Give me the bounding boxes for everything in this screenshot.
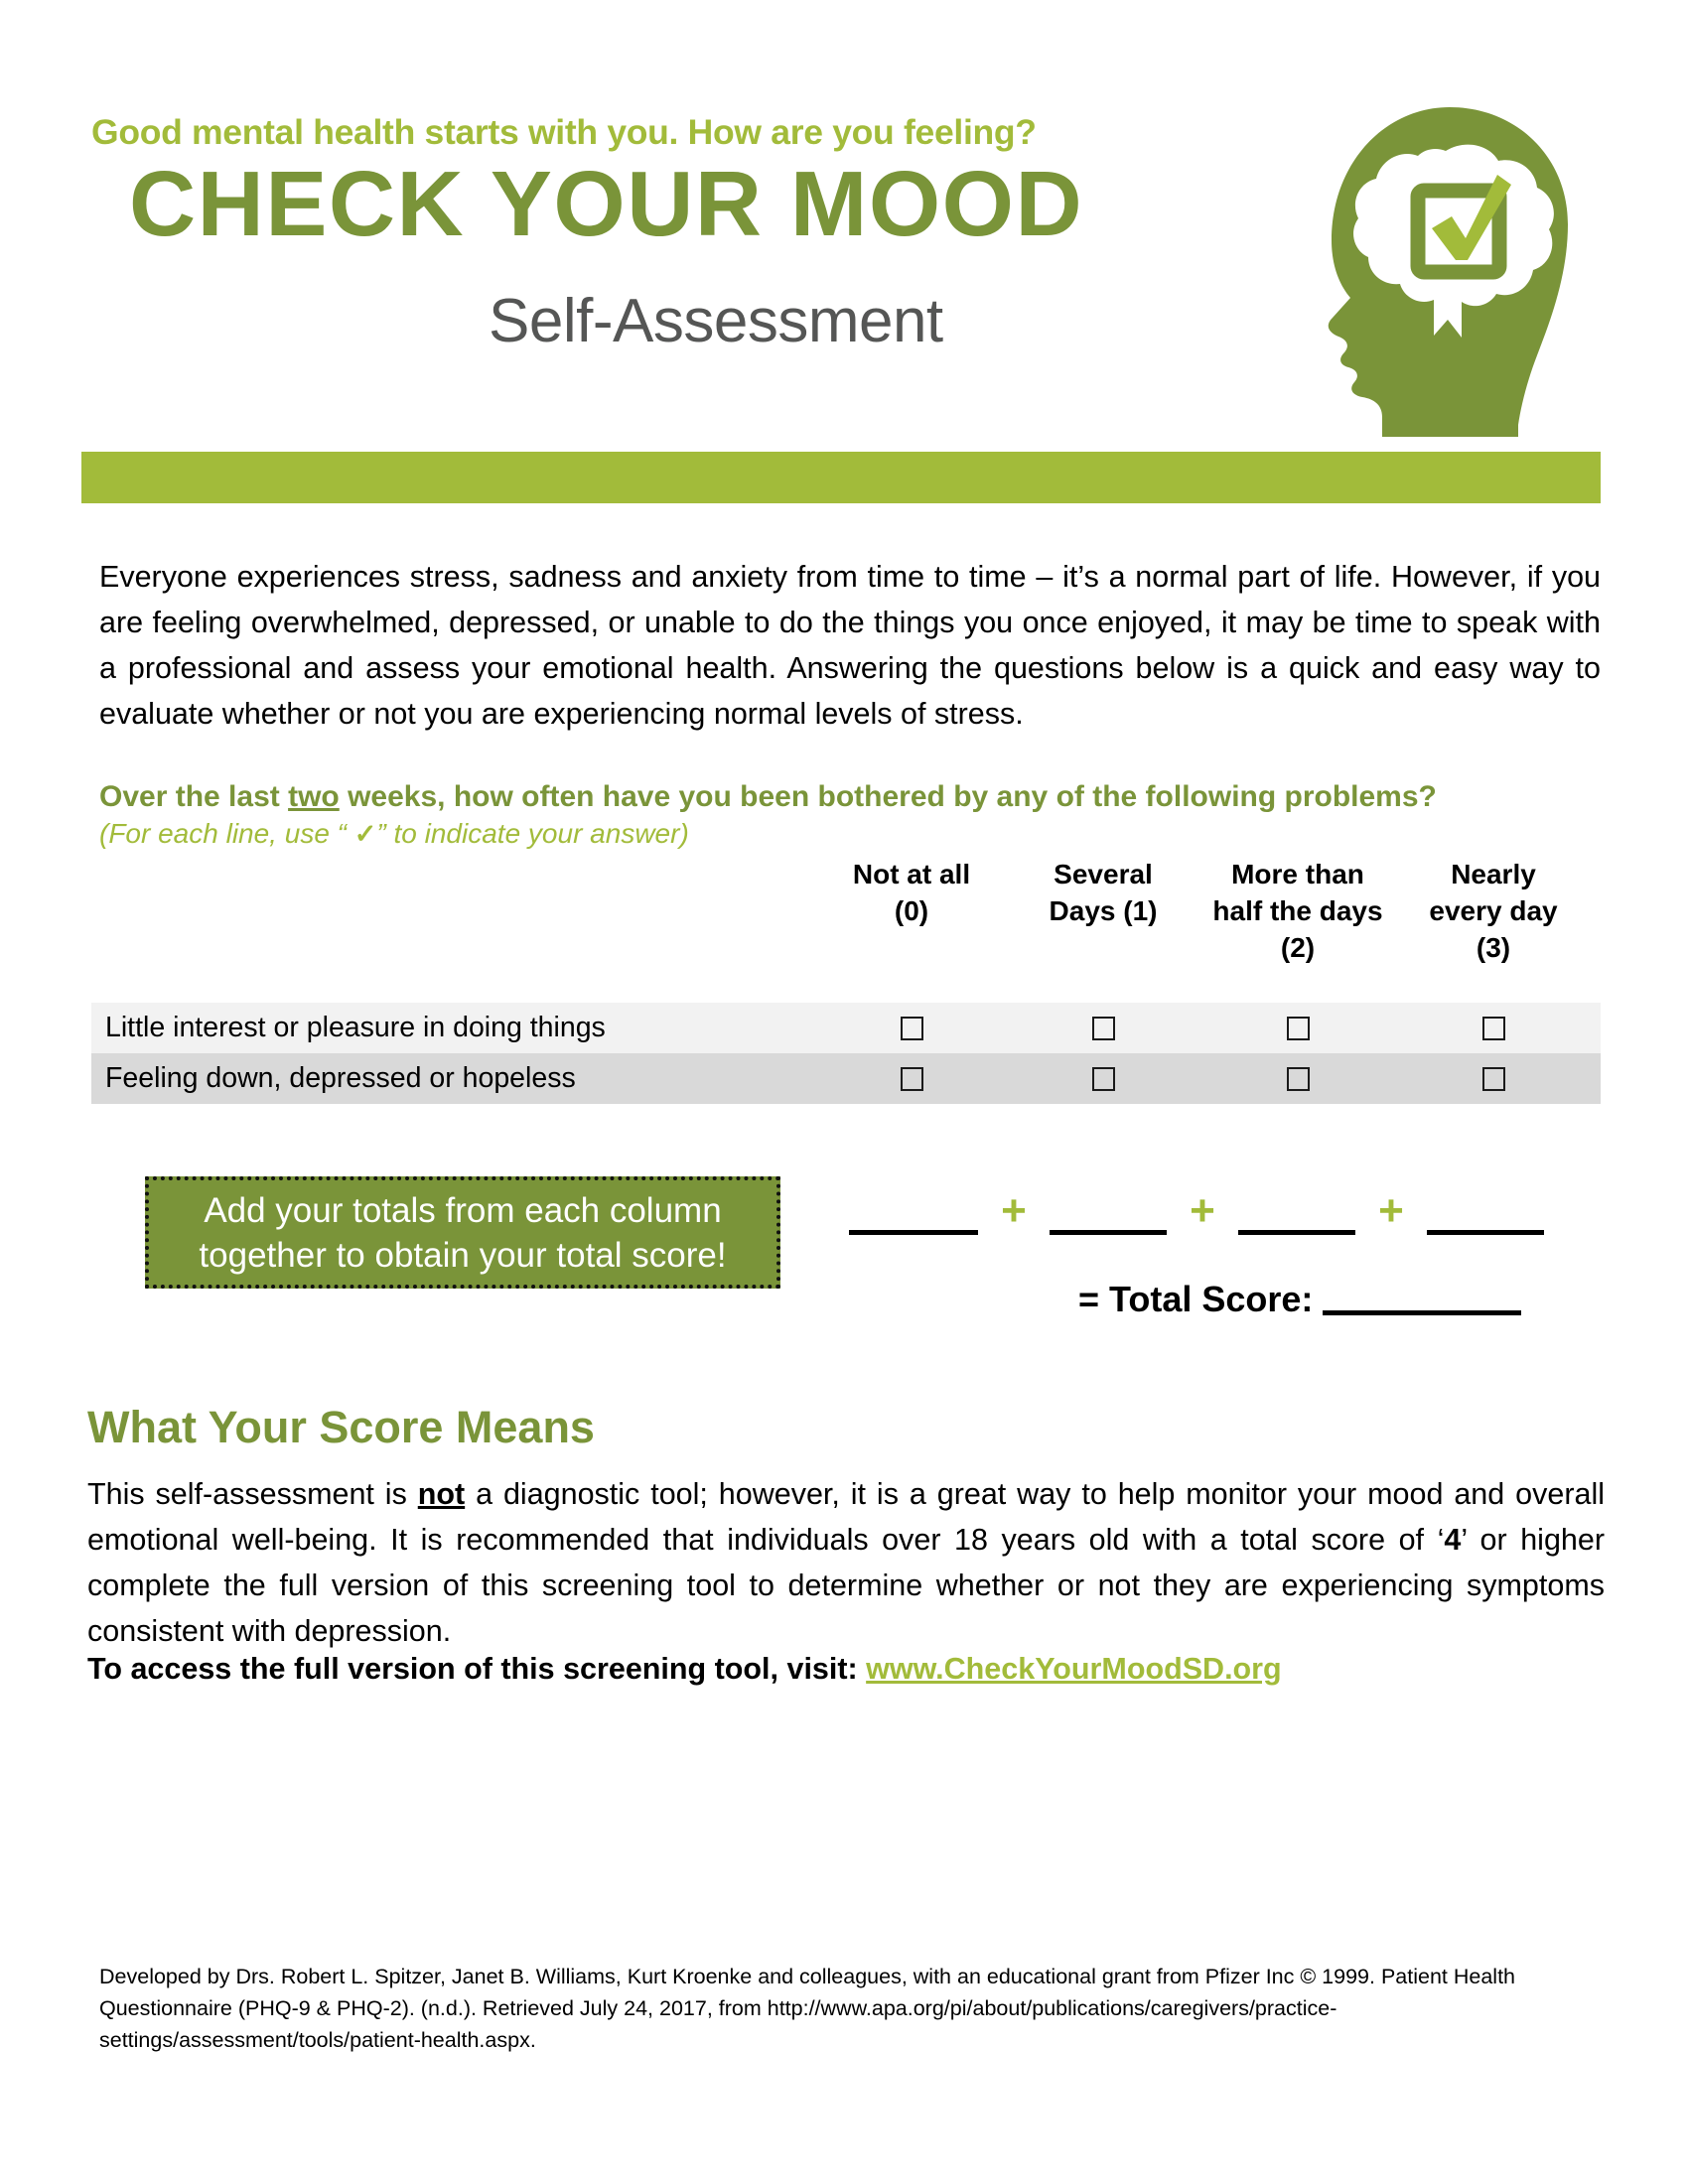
column-header-line1: Several [1054, 859, 1153, 889]
answer-cell-3[interactable] [1396, 1017, 1591, 1040]
checkbox-icon[interactable] [1482, 1067, 1505, 1091]
visit-full-version-line [87, 1652, 1282, 1687]
checkbox-icon[interactable] [1092, 1017, 1115, 1040]
answer-cell-3[interactable] [1396, 1067, 1591, 1091]
response-table-body [91, 1003, 1601, 1104]
answer-cell-2[interactable] [1199, 1017, 1396, 1040]
checkbox-icon[interactable] [1287, 1067, 1310, 1091]
explain-emphasis-not: not [417, 1477, 466, 1511]
intro-paragraph: Everyone experiences stress, sadness and anxiety from time to time – it’s a normal part of life. However, if you are feeling overwhelmed, depressed, or unable to do the things you once enjoyed, it may be time to speak with a professional and assess your emotional health. Answering the questions below is a quick and easy way to evaluate whether or not you are experiencing normal levels of stress. [99, 560, 1601, 731]
column-header-line2: Days (1) [1049, 895, 1158, 926]
explain-text-3: ’ or higher complete the full version of this screening tool to determine whether or not they are experiencing symptoms consistent with depression. [87, 1523, 1605, 1648]
column-header-line1: More than [1231, 859, 1364, 889]
question-instruction [99, 818, 689, 850]
column-header-line2: (0) [894, 895, 929, 926]
table-row [91, 1053, 1601, 1104]
page-subtitle: Self-Assessment [489, 287, 943, 355]
prompt-emphasis-two: two [288, 780, 340, 813]
page-title: CHECK YOUR MOOD [129, 152, 1084, 255]
column-header-line3: (3) [1476, 932, 1511, 963]
checkbox-icon[interactable] [901, 1017, 923, 1040]
column-header-not-at-all [816, 856, 1007, 929]
column-header-nearly-every-day [1396, 856, 1591, 966]
total-blank-2[interactable] [1238, 1186, 1355, 1235]
checkbox-icon[interactable] [1482, 1017, 1505, 1040]
question-label: Little interest or pleasure in doing things [105, 1012, 606, 1043]
checkbox-icon[interactable] [1287, 1017, 1310, 1040]
total-score-line [1078, 1279, 1521, 1320]
totals-callout-box [145, 1176, 780, 1289]
column-header-line2: every day [1429, 895, 1558, 926]
instruction-text-before: (For each line, use “ [99, 818, 354, 849]
total-blank-3[interactable] [1427, 1186, 1544, 1235]
answer-cell-1[interactable] [1007, 1017, 1199, 1040]
explain-emphasis-four: 4 [1444, 1523, 1462, 1557]
plus-sign-icon: + [1190, 1186, 1215, 1235]
column-header-several-days [1007, 856, 1199, 929]
answer-cell-0[interactable] [816, 1067, 1007, 1091]
callout-line-2: together to obtain your total score! [199, 1235, 727, 1275]
header-divider-bar [81, 452, 1601, 503]
callout-text [187, 1188, 738, 1278]
prompt-text-after: weeks, how often have you been bothered by any of the following problems? [339, 780, 1437, 813]
prompt-text-before: Over the last [99, 780, 289, 813]
total-blank-0[interactable] [849, 1186, 978, 1235]
total-blank-1[interactable] [1050, 1186, 1167, 1235]
column-header-line3: (2) [1280, 932, 1316, 963]
question-label: Feeling down, depressed or hopeless [105, 1062, 576, 1094]
attribution-footer: Developed by Drs. Robert L. Spitzer, Janet B. Williams, Kurt Kroenke and colleagues, with an educational grant from Pfizer Inc © 1999. Patient Health Questionnaire (PHQ-9 & PHQ-2). (n.d.). Retrieved July 24, 2017, from http://www.apa.org/pi/about/publications/caregivers/practice-settings/assessment/tools/patient-health.aspx. [99, 1965, 1516, 2052]
column-header-line1: Nearly [1451, 859, 1536, 889]
total-score-blank[interactable] [1323, 1281, 1521, 1315]
checkbox-icon[interactable] [901, 1067, 923, 1091]
answer-cell-2[interactable] [1199, 1067, 1396, 1091]
column-header-line1: Not at all [852, 859, 971, 889]
explain-text-1: This self-assessment is [87, 1477, 418, 1511]
explain-text-2: a diagnostic tool; however, it is a great way to help monitor your mood and overall emotional well-being. It is recommended that individuals over 18 years old with a total score of ‘ [87, 1477, 1605, 1557]
score-means-paragraph [87, 1471, 1605, 1654]
table-header-row [91, 856, 1601, 966]
column-header-line2: half the days [1212, 895, 1383, 926]
plus-sign-icon: + [1378, 1186, 1404, 1235]
checkbox-icon[interactable] [1092, 1067, 1115, 1091]
column-header-more-than-half [1199, 856, 1396, 966]
response-table-header [91, 856, 1601, 966]
total-score-label: = Total Score: [1078, 1279, 1314, 1319]
visit-label: To access the full version of this screening tool, visit: [87, 1652, 867, 1686]
checkmark-icon: ✓ [353, 819, 377, 849]
instruction-text-after: ” to indicate your answer) [376, 818, 689, 849]
question-prompt [99, 780, 1437, 814]
head-brain-checkbox-icon [1291, 89, 1579, 437]
answer-cell-1[interactable] [1007, 1067, 1199, 1091]
callout-line-1: Add your totals from each column [204, 1190, 722, 1230]
document-header [0, 0, 1688, 457]
plus-sign-icon: + [1001, 1186, 1027, 1235]
full-version-link[interactable]: www.CheckYourMoodSD.org [866, 1652, 1282, 1686]
table-row [91, 1003, 1601, 1053]
header-tagline: Good mental health starts with you. How are you feeling? [91, 112, 1037, 152]
answer-cell-0[interactable] [816, 1017, 1007, 1040]
section-heading-score-means: What Your Score Means [87, 1402, 595, 1452]
column-totals-row [849, 1186, 1544, 1235]
